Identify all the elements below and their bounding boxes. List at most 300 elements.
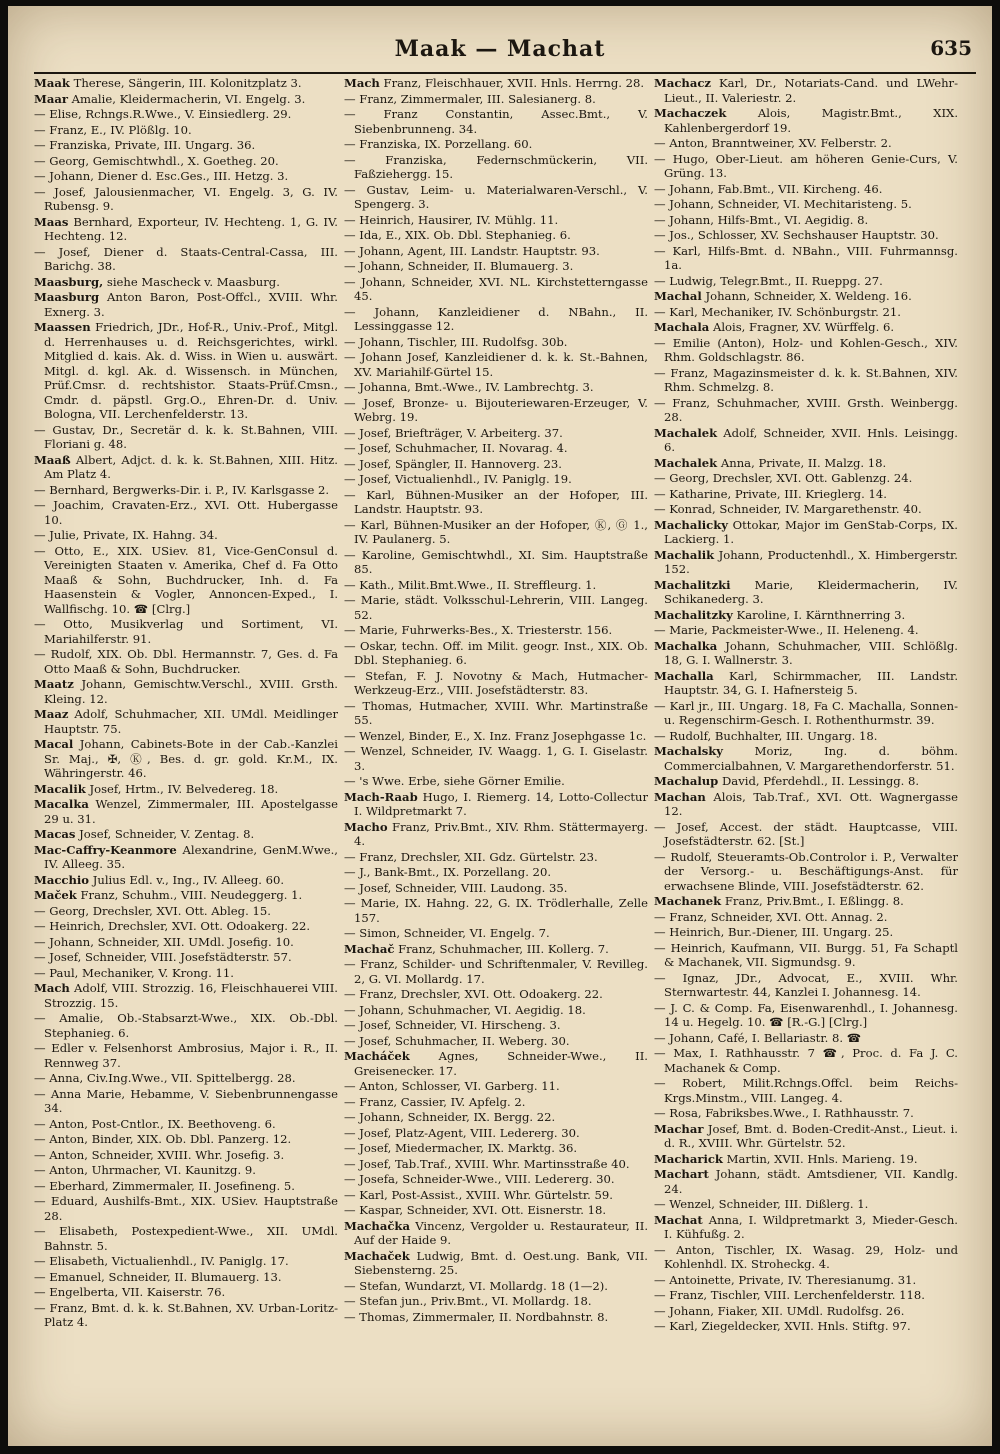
directory-entry [654,244,958,273]
directory-entry [654,471,958,486]
directory-entry [34,1148,338,1163]
directory-entry [34,1117,338,1132]
entry-text: Karl, Dr., Notariats-Cand. und LWehr-Lieut., II. Valeriestr. 2. [664,76,958,105]
directory-entry [344,1203,648,1218]
directory-entry [654,305,958,320]
directory-entry [34,215,338,244]
entry-surname: Machalla [654,668,714,683]
directory-entry [654,1197,958,1212]
entry-text: Adolf, Schuhmacher, XII. UMdl. Meidlinger Hauptstr. 75. [44,707,338,736]
entry-text: Adolf, Schneider, XVII. Hnls. Leisingg. 6. [664,425,958,454]
directory-entry [344,639,648,668]
directory-entry [654,456,958,471]
directory-entry [34,275,338,290]
column-2 [344,76,648,1416]
entry-text: — Franz, Zimmermaler, III. Salesianerg. 8. [344,91,596,106]
entry-text: — Josef, Accest. der städt. Hauptcasse, VIII. Josefstädterstr. 62. [St.] [654,819,958,848]
directory-entry [344,774,648,789]
directory-entry [654,1213,958,1242]
entry-surname: Machalsky [654,744,724,758]
entry-text: — Johann, Hilfs-Bmt., VI. Aegidig. 8. [654,212,869,227]
directory-entry [344,213,648,228]
entry-text: — Josefa, Schneider-Wwe., VIII. Ledererg. 30. [344,1172,615,1186]
entry-text: Anna, I. Wildpretmarkt 3, Mieder-Gesch. I. Kühfußg. 2. [664,1212,958,1241]
entry-text: — Eberhard, Zimmermaler, II. Josefineng. 5. [34,1178,295,1193]
column-1 [34,76,338,1416]
directory-entry [654,426,958,455]
entry-text: — Karl, Mechaniker, IV. Schönburgstr. 21. [654,304,901,319]
directory-entry [34,1224,338,1253]
entry-text: Johann, Schuhmacher, VIII. Schlößlg. 18, G. I. Wallnerstr. 3. [664,638,958,667]
directory-entry [654,502,958,517]
entry-surname: Macho [344,819,388,834]
entry-text: — Franz, Magazinsmeister d. k. k. St.Bahnen, XIV. Rhm. Schmelzg. 8. [654,365,958,394]
entry-surname: Machač [344,941,395,956]
entry-text: — Ludwig, Telegr.Bmt., II. Rueppg. 27. [654,273,883,288]
entry-text: Hugo, I. Riemerg. 14, Lotto-Collectur I. Wildpretmarkt 7. [354,789,648,818]
directory-entry [34,1071,338,1086]
directory-entry [654,941,958,970]
entry-text: Johann, Gemischtw.Verschl., XVIII. Grsth. Kleing. 12. [44,677,338,706]
directory-entry [344,1034,648,1049]
entry-text: — Johann, Schneider, VI. Mechitaristeng. 5. [654,197,912,211]
directory-entry [344,426,648,441]
entry-surname: Macalka [34,797,89,811]
page-header [8,36,992,70]
directory-entry [34,904,338,919]
entry-surname: Macal [34,737,74,751]
directory-entry [654,518,958,547]
entry-text: — Elisabeth, Victualienhdl., IV. Paniglg. 17. [34,1254,289,1268]
entry-text: — Anton, Tischler, IX. Wasag. 29, Holz- und Kohlenhdl. IX. Stroheckg. 4. [654,1242,958,1271]
directory-entry [34,185,338,214]
entry-text: — Rosa, Fabriksbes.Wwe., I. Rathhausstr. 7. [654,1106,914,1120]
entry-text: — Karl, Post-Assist., XVIII. Whr. Gürtelstr. 59. [344,1187,613,1202]
directory-entry [654,669,958,698]
directory-entry [344,548,648,577]
directory-entry [34,1041,338,1070]
entry-text: — Otto, Musikverlag und Sortiment, VI. Mariahilferstr. 91. [34,617,338,646]
directory-entry [344,350,648,379]
entry-text: Ludwig, Bmt. d. Oest.ung. Bank, VII. Siebensterng. 25. [354,1248,648,1277]
entry-surname: Machalik [654,547,715,562]
directory-entry [654,289,958,304]
directory-entry [654,366,958,395]
directory-entry [654,790,958,819]
entry-surname: Maak [34,76,70,90]
directory-entry [344,1310,648,1325]
directory-entry [34,782,338,797]
directory-entry [654,1076,958,1105]
entry-text: — Oskar, techn. Off. im Milit. geogr. Inst., XIX. Ob. Dbl. Stephanieg. 6. [344,638,648,667]
entry-text: — Marie, IX. Hahng. 22, G. IX. Trödlerhalle, Zelle 157. [344,896,648,925]
directory-entry [344,335,648,350]
entry-text: — Josef, Schneider, VIII. Josefstädterstr. 57. [34,950,292,964]
directory-entry [654,925,958,940]
directory-entry [34,966,338,981]
entry-text: — Johann, Fiaker, XII. UMdl. Rudolfsg. 26. [654,1303,905,1318]
entry-text: — Emilie (Anton), Holz- und Kohlen-Gesch., XIV. Rhm. Goldschlagstr. 86. [654,335,958,364]
entry-text: Johann, Schneider, X. Weldeng. 16. [701,289,912,303]
entry-surname: Macalik [34,781,86,796]
entry-text: — 's Wwe. Erbe, siehe Görner Emilie. [344,774,565,788]
directory-entry [654,336,958,365]
entry-text: David, Pferdehdl., II. Lessingg. 8. [718,774,920,788]
entry-text: — Karl, Bühnen-Musiker an der Hofoper, Ⓚ, Ⓖ 1., IV. Paulanerg. 5. [344,517,648,546]
directory-entry [654,76,958,105]
entry-text: — Franz, Tischler, VIII. Lerchenfelderstr. 118. [654,1288,925,1302]
directory-entry [34,92,338,107]
entry-text: — Anton, Schneider, XVIII. Whr. Josefig. 3. [34,1147,285,1162]
directory-entry [34,320,338,422]
entry-text: Johann, Productenhdl., X. Himbergerstr. 152. [664,547,958,576]
directory-entry [344,1219,648,1248]
directory-entry [654,1304,958,1319]
directory-entry [34,1254,338,1269]
entry-text: — Rudolf, Buchhalter, III. Ungarg. 18. [654,728,878,743]
entry-text: — Johanna, Bmt.-Wwe., IV. Lambrechtg. 3. [344,380,594,394]
entry-text: — Johann, Schneider, XII. UMdl. Josefig. 10. [34,934,294,949]
directory-entry [654,1243,958,1272]
directory-entry [344,669,648,698]
entry-text: — Josef, Schneider, VI. Hirscheng. 3. [344,1018,561,1032]
directory-entry [654,729,958,744]
directory-entry [344,380,648,395]
directory-entry [34,1194,338,1223]
entry-text: Anna, Private, II. Malzg. 18. [717,455,887,470]
directory-entry [344,578,648,593]
entry-text: — Kath., Milit.Bmt.Wwe., II. Streffleurg. 1. [344,577,597,592]
entry-text: — Franz, Drechsler, XII. Gdz. Gürtelstr. 23. [344,849,598,864]
entry-surname: Machar [654,1121,704,1136]
entry-text: — Karl, Bühnen-Musiker an der Hofoper, III. Landstr. Hauptstr. 93. [344,487,648,516]
directory-entry [344,865,648,880]
directory-entry [34,1285,338,1300]
entry-text: — Max, I. Rathhausstr. 7 ☎, Proc. d. Fa J. C. Machanek & Comp. [654,1046,958,1075]
entry-surname: Machalitzky [654,607,733,622]
directory-entry [344,926,648,941]
directory-entry [344,153,648,182]
entry-text: — Marie, städt. Volksschul-Lehrerin, VIII. Langeg. 52. [344,593,648,622]
directory-entry [654,774,958,789]
entry-surname: Machacz [654,76,711,90]
entry-text: — Franz, E., IV. Plößlg. 10. [34,122,192,137]
entry-text: — Karoline, Gemischtwhdl., XI. Sim. Hauptstraße 85. [344,547,648,576]
entry-text: — Hugo, Ober-Lieut. am höheren Genie-Curs, V. Grüng. 13. [654,151,958,180]
directory-entry [34,138,338,153]
entry-text: Anton Baron, Post-Offcl., XVIII. Whr. Exnerg. 3. [44,290,338,319]
entry-text: — Georg, Gemischtwhdl., X. Goetheg. 20. [34,153,279,168]
entry-text: — Franz, Bmt. d. k. k. St.Bahnen, XV. Urban-Loritz-Platz 4. [34,1300,338,1329]
running-title: Maak — Machat [394,36,606,62]
entry-text: — Anton, Branntweiner, XV. Felberstr. 2. [654,136,892,150]
directory-entry [344,183,648,212]
entry-text: Agnes, Schneider-Wwe., II. Greisenecker. 17. [354,1049,648,1078]
entry-text: — Thomas, Hutmacher, XVIII. Whr. Martinstraße 55. [344,698,648,727]
directory-entry [654,608,958,623]
entry-text: — Thomas, Zimmermaler, II. Nordbahnstr. 8. [344,1309,609,1324]
directory-entry [344,1079,648,1094]
directory-entry [34,154,338,169]
directory-entry [654,487,958,502]
directory-entry [654,1031,958,1046]
entry-text: — Heinrich, Kaufmann, VII. Burgg. 51, Fa Schaptl & Machanek, VII. Sigmundsg. 9. [654,940,958,969]
entry-text: — Josef, Schuhmacher, II. Novarag. 4. [344,441,568,455]
directory-entry [34,76,338,91]
directory-entry [34,483,338,498]
directory-entry [344,790,648,819]
entry-text: — Josef, Schuhmacher, II. Weberg. 30. [344,1033,570,1048]
entry-text: — Josef, Bronze- u. Bijouteriewaren-Erzeuger, V. Webrg. 19. [344,395,648,424]
entry-text: — Josef, Schneider, VIII. Laudong. 35. [344,880,568,895]
entry-text: Wenzel, Zimmermaler, III. Apostelgasse 29 u. 31. [44,797,338,826]
entry-text: — Jos., Schlosser, XV. Sechshauser Hauptstr. 30. [654,228,939,242]
directory-entry [344,593,648,622]
entry-text: Johann, Cabinets-Bote in der Cab.-Kanzlei Sr. Maj., ✠, Ⓚ, Bes. d. gr. gold. Kr.M., IX. Währingerstr. 46. [44,737,338,780]
entry-surname: Maaz [34,707,69,721]
column-3 [654,76,958,1416]
entry-text: — Johann, Schneider, IX. Bergg. 22. [344,1110,556,1124]
entry-text: — Paul, Mechaniker, V. Krong. 11. [34,965,234,980]
directory-entry [34,453,338,482]
entry-text: — Elise, Rchngs.R.Wwe., V. Einsiedlerg. 29. [34,107,292,121]
entry-text: — Johann, Schneider, XVI. NL. Kirchstetterngasse 45. [344,274,648,303]
entry-text: Friedrich, JDr., Hof-R., Univ.-Prof., Mitgl. d. Herrenhauses u. d. Reichsgerichtes, wirkl. Mitglied d. kais. Ak. d. Wiss. in Wien u. auswärt. Mitgl. d. kgl. Ak. d. Wissensch. in München, Prüf.Cmsr. d. rechtshistor. Staats-Prüf.Cmsn., Cmdr. d. päpstl. Grg.O., Ehren-Dr. d. Univ. Bologna, VII. Lerchenfelderstr. 13. [44,320,338,421]
entry-text: — Anna Marie, Hebamme, V. Siebenbrunnengasse 34. [34,1086,338,1115]
entry-text: — Josef, Victualienhdl., IV. Paniglg. 19. [344,472,572,486]
entry-text: — Josef, Spängler, II. Hannoverg. 23. [344,456,562,471]
entry-text: — Johann, Diener d. Esc.Ges., III. Hetzg. 3. [34,169,289,183]
directory-entry [34,498,338,527]
directory-entry [654,1273,958,1288]
entry-text: Adolf, VIII. Strozzig. 16, Fleischhauerei VIII. Strozzig. 15. [44,981,338,1010]
entry-text: Franz, Schuhmacher, III. Kollerg. 7. [394,941,609,956]
entry-text: — Rudolf, XIX. Ob. Dbl. Hermannstr. 7, Ges. d. Fa Otto Maaß & Sohn, Buchdrucker. [34,647,338,676]
entry-text: — Franz, Schilder- und Schriftenmaler, V. Revilleg. 2, G. VI. Mollardg. 17. [344,957,648,986]
entry-text: — Heinrich, Drechsler, XVI. Ott. Odoakerg. 22. [34,919,311,933]
entry-text: — Stefan jun., Priv.Bmt., VI. Mollardg. 18. [344,1294,592,1308]
directory-entry [344,881,648,896]
directory-entry [654,213,958,228]
entry-text: — Antoinette, Private, IV. Theresianumg. 31. [654,1272,917,1287]
directory-entry [34,677,338,706]
directory-entry [344,896,648,925]
entry-text: Josef, Bmt. d. Boden-Credit-Anst., Lieut. i. d. R., XVIII. Whr. Gürtelstr. 52. [664,1121,958,1150]
entry-text: — Julie, Private, IX. Hahng. 34. [34,528,218,542]
directory-entry [654,320,958,335]
entry-surname: Machart [654,1167,709,1181]
entry-text: — J. C. & Comp. Fa, Eisenwarenhdl., I. Johannesg. 14 u. Hegelg. 10. ☎ [R.-G.] [Clrg.] [654,1000,958,1029]
directory-entry [654,152,958,181]
directory-entry [654,228,958,243]
entry-text: Alois, Fragner, XV. Würffelg. 6. [709,320,895,334]
directory-entry [654,136,958,151]
header-rule [34,72,976,74]
entry-text: — Georg, Drechsler, XVI. Ott. Gablenzg. 24. [654,471,913,485]
entry-text: — Anton, Post-Cntlor., IX. Beethoveng. 6. [34,1116,276,1131]
directory-entry [344,92,648,107]
directory-entry [34,737,338,781]
entry-text: Karoline, I. Kärnthnerring 3. [732,607,906,622]
entry-surname: Macas [34,827,76,841]
directory-entry [34,544,338,617]
directory-entry [344,699,648,728]
directory-entry [34,981,338,1010]
directory-entry [344,1003,648,1018]
directory-entry [654,820,958,849]
directory-entry [34,888,338,903]
directory-entry [344,488,648,517]
directory-entry [654,1046,958,1075]
entry-text: Bernhard, Exporteur, IV. Hechteng. 1, G. IV. Hechteng. 12. [44,214,338,243]
entry-surname: Maasburg, [34,274,104,289]
directory-entry [34,919,338,934]
directory-entry [344,107,648,136]
entry-text: Josef, Hrtm., IV. Belvedereg. 18. [85,781,279,796]
directory-entry [344,942,648,957]
directory-entry [34,827,338,842]
directory-entry [654,578,958,607]
entry-text: — Amalie, Ob.-Stabsarzt-Wwe., XIX. Ob.-Dbl. Stephanieg. 6. [34,1011,338,1040]
entry-surname: Maas [34,214,69,229]
entry-text: Moriz, Ing. d. böhm. Commercialbahnen, V. Margarethendorferstr. 51. [664,744,958,773]
entry-text: — Stefan, F. J. Novotny & Mach, Hutmacher-Werkzeug-Erz., VIII. Josefstädterstr. 83. [344,668,648,697]
directory-entry [344,518,648,547]
entry-text: — Franz Constantin, Assec.Bmt., V. Siebenbrunneng. 34. [344,107,648,136]
entry-text: — Eduard, Aushilfs-Bmt., XIX. USiev. Hauptstraße 28. [34,1194,338,1223]
entry-surname: Machalitzki [654,577,731,592]
entry-surname: Machanek [654,894,722,908]
entry-text: Therese, Sängerin, III. Kolonitzplatz 3. [69,76,302,90]
directory-entry [344,850,648,865]
entry-surname: Machaček [344,1248,410,1263]
entry-text: — Elisabeth, Postexpedient-Wwe., XII. UMdl. Bahnstr. 5. [34,1224,338,1253]
directory-entry [344,744,648,773]
entry-text: Vincenz, Vergolder u. Restaurateur, II. Auf der Haide 9. [354,1218,648,1247]
directory-entry [34,707,338,736]
entry-text: — Otto, E., XIX. USiev. 81, Vice-GenConsul d. Vereinigten Staaten v. Amerika, Chef d. Fa Otto Maaß & Sohn, Buchdrucker, Inh. d. Fa Haasenstein & Vogler, Annoncen-Exped., I. Wallfischg. 10. ☎ [Clrg.] [34,543,338,616]
directory-entry [654,182,958,197]
entry-text: Josef, Schneider, V. Zentag. 8. [75,827,255,841]
directory-entry [34,290,338,319]
entry-text: — Johann, Café, I. Bellariastr. 8. ☎ [654,1030,862,1045]
directory-entry [34,423,338,452]
directory-entry [34,107,338,122]
directory-entry [344,623,648,638]
entry-text: — Heinrich, Hausirer, IV. Mühlg. 11. [344,212,559,227]
entry-surname: Mach [34,981,70,995]
directory-entry [34,935,338,950]
entry-surname: Machan [654,789,706,804]
entry-text: — Joachim, Cravaten-Erz., XVI. Ott. Hubergasse 10. [34,498,338,527]
directory-entry [344,244,648,259]
directory-entry [344,457,648,472]
entry-text: Ottokar, Major im GenStab-Corps, IX. Lackierg. 1. [664,517,958,546]
entry-text: — Emanuel, Schneider, II. Blumauerg. 13. [34,1269,282,1284]
entry-text: Franz, Priv.Bmt., I. Eßlingg. 8. [721,894,904,908]
entry-surname: Macháček [344,1049,410,1063]
entry-text: — Ida, E., XIX. Ob. Dbl. Stephanieg. 6. [344,228,571,242]
entry-text: — Wenzel, Schneider, III. Dißlerg. 1. [654,1197,869,1211]
directory-entry [344,259,648,274]
entry-text: — J., Bank-Bmt., IX. Porzellang. 20. [344,865,551,879]
entry-surname: Machala [654,320,710,334]
entry-surname: Maasburg [34,290,100,304]
entry-surname: Maatz [34,677,74,691]
entry-text: — Konrad, Schneider, IV. Margarethenstr. 40. [654,502,922,516]
directory-entry [34,528,338,543]
directory-entry [654,197,958,212]
directory-entry [654,623,958,638]
directory-entry [654,1167,958,1196]
entry-text: — Robert, Milit.Rchngs.Offcl. beim Reichs-Krgs.Minstm., VIII. Langeg. 4. [654,1076,958,1105]
directory-entry [344,1249,648,1278]
entry-text: — Franz, Schneider, XVI. Ott. Annag. 2. [654,909,888,924]
entry-text: — Josef, Platz-Agent, VIII. Ledererg. 30. [344,1125,580,1140]
entry-text: — Kaspar, Schneider, XVI. Ott. Eisnerstr. 18. [344,1203,607,1217]
directory-entry [344,1188,648,1203]
entry-text: Alois, Tab.Traf., XVI. Ott. Wagnergasse 12. [664,789,958,818]
directory-entry [654,850,958,894]
directory-entry [344,472,648,487]
entry-text: — Georg, Drechsler, XVI. Ott. Ableg. 15. [34,903,271,918]
entry-text: Franz, Priv.Bmt., XIV. Rhm. Stättermayerg. 4. [354,819,648,848]
entry-text: — Franziska, IX. Porzellang. 60. [344,137,533,151]
directory-entry [344,1172,648,1187]
directory-entry [344,396,648,425]
directory-entry [34,1011,338,1040]
directory-page [8,6,992,1446]
entry-surname: Machalek [654,455,718,470]
directory-entry [344,1279,648,1294]
entry-text: Johann, städt. Amtsdiener, VII. Kandlg. 24. [664,1167,958,1196]
directory-entry [344,957,648,986]
directory-entry [344,1049,648,1078]
directory-entry [344,1294,648,1309]
entry-surname: Machalup [654,774,719,788]
directory-entry [34,245,338,274]
entry-text: — Johann, Kanzleidiener d. NBahn., II. Lessinggasse 12. [344,304,648,333]
directory-entry [654,1152,958,1167]
entry-surname: Machalka [654,638,718,653]
entry-surname: Machat [654,1212,703,1227]
entry-text: — Johann, Schneider, II. Blumauerg. 3. [344,259,574,273]
entry-surname: Machačka [344,1218,410,1233]
entry-surname: Mach-Raab [344,789,418,804]
directory-entry [34,1132,338,1147]
directory-entry [344,1157,648,1172]
directory-entry [344,729,648,744]
entry-text: — Franziska, Federnschmückerin, VII. Faßziehergg. 15. [344,152,648,181]
entry-text: Franz, Schuhm., VIII. Neudeggerg. 1. [76,888,303,902]
directory-entry [34,797,338,826]
directory-entry [34,843,338,872]
entry-text: Franz, Fleischhauer, XVII. Hnls. Herrng. 28. [379,76,645,90]
directory-entry [34,1163,338,1178]
directory-entry [654,1122,958,1151]
page-number: 635 [930,36,972,60]
entry-text: Albert, Adjct. d. k. k. St.Bahnen, XIII. Hitz. Am Platz 4. [44,452,338,481]
directory-entry [34,1179,338,1194]
directory-entry [654,639,958,668]
entry-text: — Gustav, Leim- u. Materialwaren-Verschl., V. Spengerg. 3. [344,182,648,211]
directory-entry [34,1270,338,1285]
entry-text: — Ignaz, JDr., Advocat, E., XVIII. Whr. Sternwartestr. 44, Kanzlei I. Johannesg. 14. [654,970,958,999]
entry-text: — Edler v. Felsenhorst Ambrosius, Major i. R., II. Rennweg 37. [34,1041,338,1070]
entry-text: — Marie, Fuhrwerks-Bes., X. Triesterstr. 156. [344,623,613,637]
directory-entry [654,1106,958,1121]
entry-text: — Josef, Miedermacher, IX. Marktg. 36. [344,1141,578,1155]
